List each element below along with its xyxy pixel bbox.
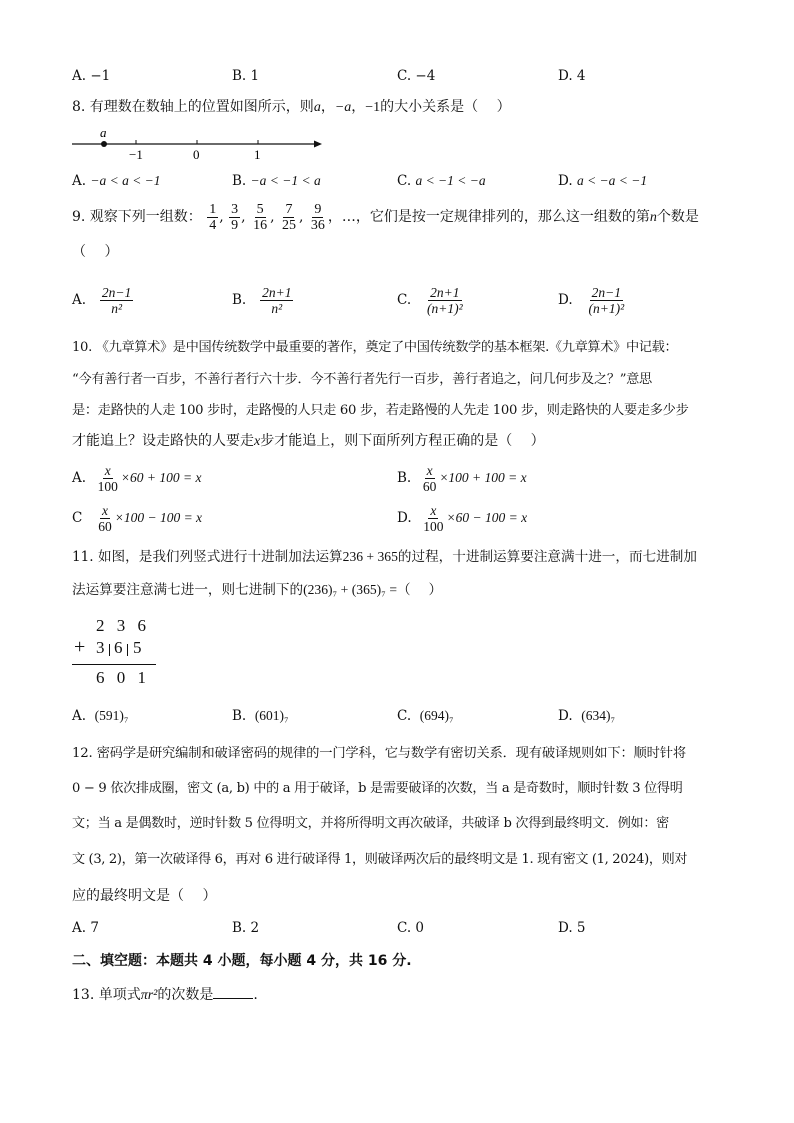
vertical-addition-figure [72, 614, 162, 694]
q13-answer-blank[interactable] [213, 984, 253, 999]
q9-stem: 9. 观察下列一组数： $\frac{1}{4}$ , $\frac{3}{9}$ , $\frac{5}{16}$ , $\frac{7}{25}$ , $\frac{9}{36}$ ，…，它们是按一定规律排列的，那么这一组数的第n个数是 [72, 201, 699, 233]
tick-label-1: 1 [254, 147, 261, 162]
q10-option-c: C $\frac{x}{60}$ ×100 − 100 = x [72, 503, 203, 534]
q10-line-1: 10. 《九章算术》是中国传统数学中最重要的著作，奠定了中国传统数学的基本框架.《九章算术》中记载： [72, 340, 678, 355]
addend-2-digit-3: 5 [133, 638, 142, 657]
number-line-arrow [314, 141, 322, 148]
q8-stem: 8. 有理数在数轴上的位置如图所示，则a，−a，−1的大小关系是（ ） [72, 99, 511, 115]
q7-option-a: A. −1 [72, 68, 111, 84]
addend-2-digit-1: 3 [96, 638, 105, 657]
q11-option-b: B. (601)₇ [232, 708, 289, 724]
q9-option-a: A. $\frac{2n-1}{\text{n²}}$ [72, 285, 132, 316]
q12-option-c: C. 0 [397, 920, 425, 936]
q12-line-2: 0 − 9 依次排成圈，密文 (a, b) 中的 a 用于破译，b 是需要破译的次数，当 a 是奇数时，顺时针数 3 位得明 [72, 781, 683, 796]
plus-sign: + [74, 636, 86, 658]
tick-label-0: 0 [193, 147, 200, 162]
q7-option-c: C. −4 [397, 68, 436, 84]
q12-option-b: B. 2 [232, 920, 260, 936]
sum-line [72, 664, 156, 665]
number-line-figure [70, 122, 330, 164]
q12-line-5: 应的最终明文是（ ） [72, 888, 217, 904]
q10-option-b: B. $\frac{x}{60}$ ×100 + 100 = x [397, 463, 527, 494]
carry-mark-2 [127, 644, 128, 656]
q8-option-b: B. −a < −1 < a [232, 173, 321, 189]
q9-fraction-2: $\frac{3}{9}$ [231, 201, 239, 233]
q8-option-d: D. a < −a < −1 [558, 173, 648, 189]
q10-option-d: D. $\frac{x}{100}$ ×60 − 100 = x [397, 503, 528, 534]
addend-2-digit-2: 6 [114, 638, 123, 657]
q12-line-4: 文 (3, 2)，第一次破译得 6，再对 6 进行破译得 1，则破译两次后的最终明文是 1. 现有密文 (1, 2024)，则对 [72, 852, 688, 867]
q9-option-c: C. $\frac{2n+1}{\text{(n+1)²}}$ [397, 285, 463, 316]
q9-option-b: B. $\frac{2n+1}{\text{n²}}$ [232, 285, 292, 316]
q11-option-d: D. (634)₇ [558, 708, 616, 724]
tick-label-neg1: −1 [129, 147, 143, 162]
q7-option-d: D. 4 [558, 68, 586, 84]
q9-fraction-3: $\frac{5}{16}$ [253, 201, 268, 233]
q12-option-d: D. 5 [558, 920, 586, 936]
q10-line-4: 才能追上？设走路快的人要走x步才能追上，则下面所列方程正确的是（ ） [72, 433, 545, 449]
q10-option-a: A. $\frac{x}{100}$ ×60 + 100 = x [72, 463, 202, 494]
q7-option-b: B. 1 [232, 68, 260, 84]
q9-paren: （ ） [72, 244, 119, 260]
q12-line-1: 12. 密码学是研究编制和破译密码的规律的一门学科，它与数学有密切关系．现有破译规则如下：顺时针将 [72, 746, 686, 761]
sum-result: 6 0 1 [96, 668, 150, 687]
addend-1: 2 3 6 [96, 616, 150, 635]
carry-mark-1 [109, 644, 110, 656]
point-a-label: a [100, 125, 107, 140]
q11-option-a: A. (591)₇ [72, 708, 129, 724]
q13-stem: 13. 单项式πr²的次数是 . [72, 984, 258, 1006]
point-a-marker [101, 141, 107, 147]
q10-line-3: 是：走路快的人走 100 步时，走路慢的人只走 60 步，若走路慢的人先走 100 步，则走路快的人要走多少步 [72, 403, 689, 418]
q11-option-c: C. (694)₇ [397, 708, 454, 724]
q10-line-2: “今有善行者一百步，不善行者行六十步．今不善行者先行一百步，善行者追之，问几何步及之？”意思 [72, 372, 652, 387]
q9-option-d: D. $\frac{2n-1}{\text{(n+1)²}}$ [558, 285, 625, 316]
q8-option-a: A. −a < a < −1 [72, 173, 161, 189]
section-heading-fill-in: 二、填空题：本题共 4 小题，每小题 4 分，共 16 分. [72, 953, 412, 969]
q9-fraction-4: $\frac{7}{25}$ [281, 201, 296, 233]
q8-option-c: C. a < −1 < −a [397, 173, 486, 189]
q12-option-a: A. 7 [72, 920, 99, 936]
q11-line-2: 法运算要注意满七进一，则七进制下的(236)₇ + (365)₇ =（ ） [72, 582, 443, 598]
q12-line-3: 文；当 a 是偶数时，逆时针数 5 位得明文，并将所得明文再次破译，共破译 b 次得到最终明文．例如：密 [72, 816, 669, 831]
q11-line-1: 11. 如图，是我们列竖式进行十进制加法运算236 + 365的过程，十进制运算要注意满十进一，而七进制加 [72, 549, 697, 565]
q9-fraction-1: $\frac{1}{4}$ [209, 201, 217, 233]
q9-fraction-5: $\frac{9}{36}$ [310, 201, 325, 233]
